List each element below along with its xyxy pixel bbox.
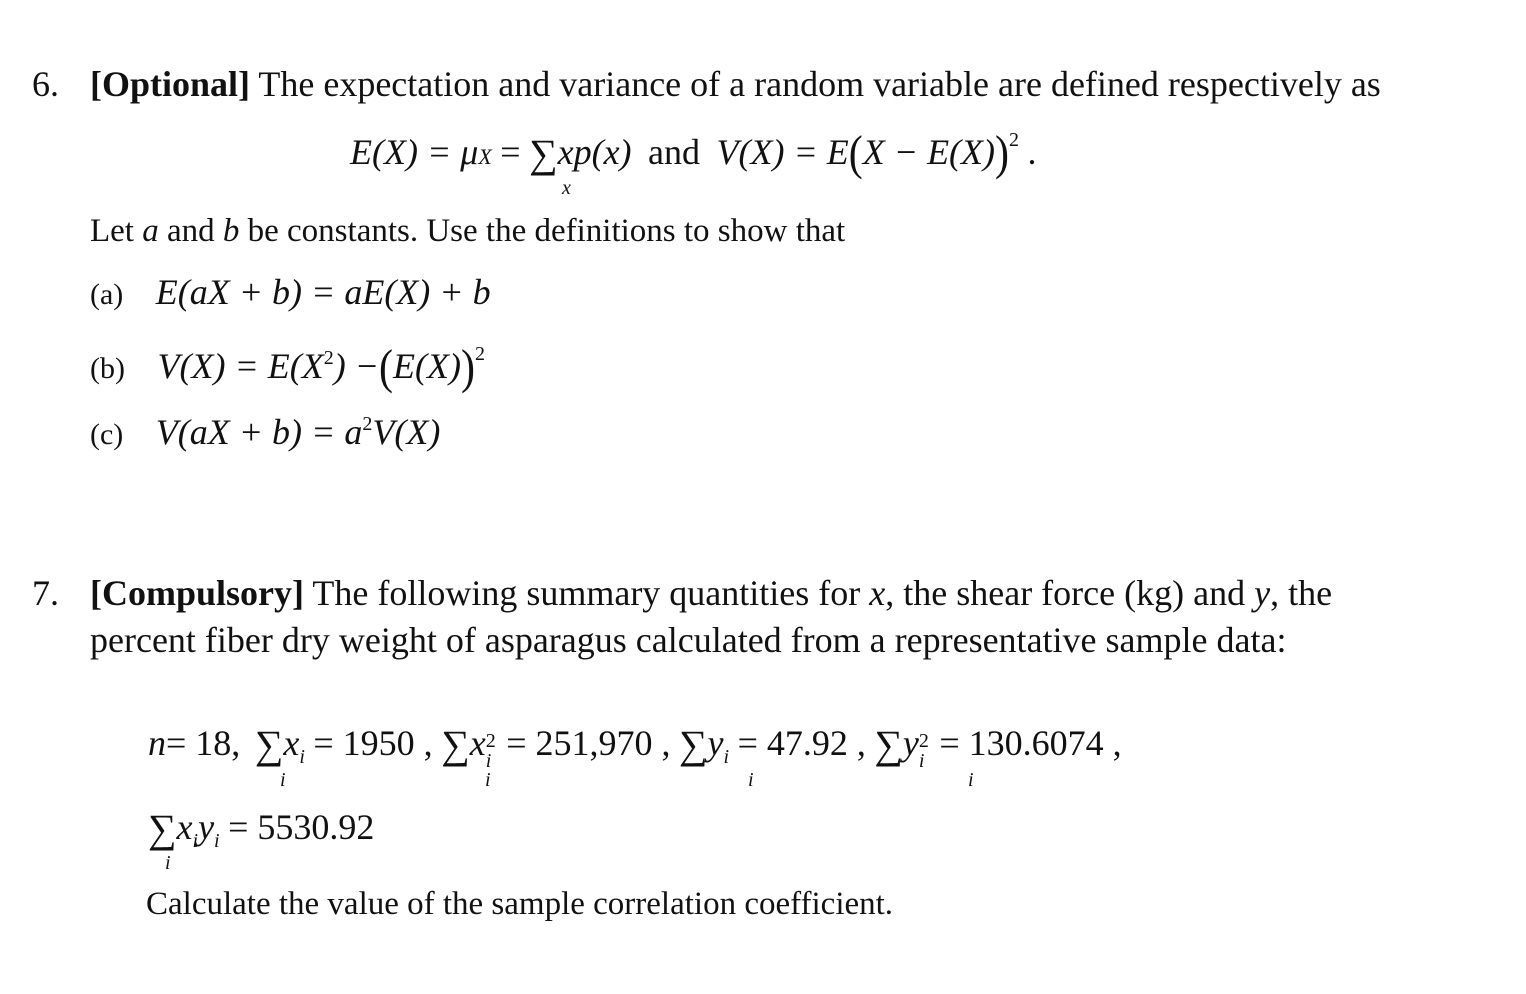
q7-line-1 [90,575,1332,611]
sum-x2-symbol: ∑ [441,722,470,767]
q7-tag: [Compulsory] [90,573,304,613]
sum-x2-sub: i [485,750,492,772]
part-b-formula-mid: ) − [333,346,379,386]
n-label: n [148,723,166,763]
sum-y2-value: = 130.6074 , [939,723,1122,763]
sum-xy-sub2: i [214,829,220,852]
def-equals: = [500,132,521,172]
sum-xy-var1: x [176,807,193,847]
part-c-label: (c) [90,418,124,451]
sum-xy-value: = 5530.92 [228,807,375,847]
sum-x2-value: = 251,970 , [506,723,671,763]
part-c-sup: 2 [362,413,373,435]
q6-intro-line [90,66,1381,102]
q7-var-y: y [1254,573,1271,613]
def-expectation-lhs: E(X) = μ [350,132,479,172]
def-variance-inner: X − E(X) [862,132,996,172]
part-c-formula-start: V(aX + b) = a [155,412,363,452]
q6-tag: [Optional] [90,64,251,104]
q6-let-line [90,215,845,248]
def-square: 2 [1009,129,1020,151]
part-b-end-sup: 2 [474,343,485,365]
sum-x-index: i [280,769,286,791]
part-b-open-paren: ( [378,341,393,395]
let-and: and [166,213,215,249]
def-variance-lhs: V(X) = E [716,132,849,172]
part-b-label: (b) [90,352,125,385]
part-c-formula-end: V(X) [372,412,441,452]
def-and: and [648,132,701,172]
sum-xy-symbol: ∑ [148,806,177,851]
sum-x2-sup: 2 [485,730,496,752]
sum-x-symbol: ∑ [254,722,284,767]
sum-x-sub: i [299,745,305,768]
let-prefix: Let [90,213,134,249]
q7-line1-c: , the [1270,573,1333,613]
q7-summary-row-2 [148,806,374,851]
def-mu-subscript: X [478,144,492,169]
q7-line1-b: , the shear force (kg) and [885,573,1246,613]
sum-y2-sup: 2 [918,730,929,752]
part-b-sup: 2 [323,347,334,369]
sum-xy-var2: y [198,807,215,847]
part-b-formula-inner: E(X) [392,346,461,386]
def-open-paren: ( [848,127,863,181]
let-b: b [222,213,240,249]
sum-y2-sub: i [918,750,925,772]
let-a: a [142,213,159,249]
sum-xy-sub1: i [192,829,199,852]
sum-y2-index: i [968,769,974,791]
sum-x2-var: x [469,723,486,763]
q7-question: Calculate the value of the sample correlation coefficient. [146,886,894,922]
part-b-close-paren: ) [460,341,475,395]
q7-var-x: x [869,573,886,613]
def-sum-body: xp(x) [557,132,632,172]
q6-definition-formula [350,127,1037,181]
q7-number: 7. [32,573,59,613]
q6-part-a [90,274,491,311]
sum-xy-index: i [165,852,171,874]
n-value: = 18, [166,723,241,763]
sum-x-value: = 1950 , [313,723,433,763]
sum-y-value: = 47.92 , [737,723,866,763]
sum-y2-symbol: ∑ [874,722,903,767]
q7-summary-row-1 [148,722,1122,772]
q6-number: 6. [32,64,59,104]
sum-x-var: x [283,723,300,763]
part-b-formula-start: V(X) = E(X [157,346,324,386]
q6-part-c [90,414,440,451]
q6-part-b [90,341,485,395]
sum-y-var: y [707,723,724,763]
let-rest: be constants. Use the definitions to show that [247,213,846,249]
sum-y-index: i [748,769,754,791]
part-a-label: (a) [90,278,124,311]
sum-y-sub: i [723,745,730,768]
def-sum-index: x [562,177,571,199]
q6-intro-text: The expectation and variance of a random variable are defined respectively as [258,64,1381,104]
part-a-formula: E(aX + b) = aE(X) + b [155,272,491,312]
q7-line1-a: The following summary quantities for [312,573,861,613]
sum-y2-var: y [902,723,919,763]
def-period: . [1027,132,1037,172]
def-sum-symbol: ∑ [529,131,558,176]
sum-x2-index: i [485,769,491,791]
q7-line-2: percent fiber dry weight of asparagus calculated from a representative sample data: [90,620,1287,660]
def-close-paren: ) [995,127,1010,181]
sum-y-symbol: ∑ [679,722,708,767]
